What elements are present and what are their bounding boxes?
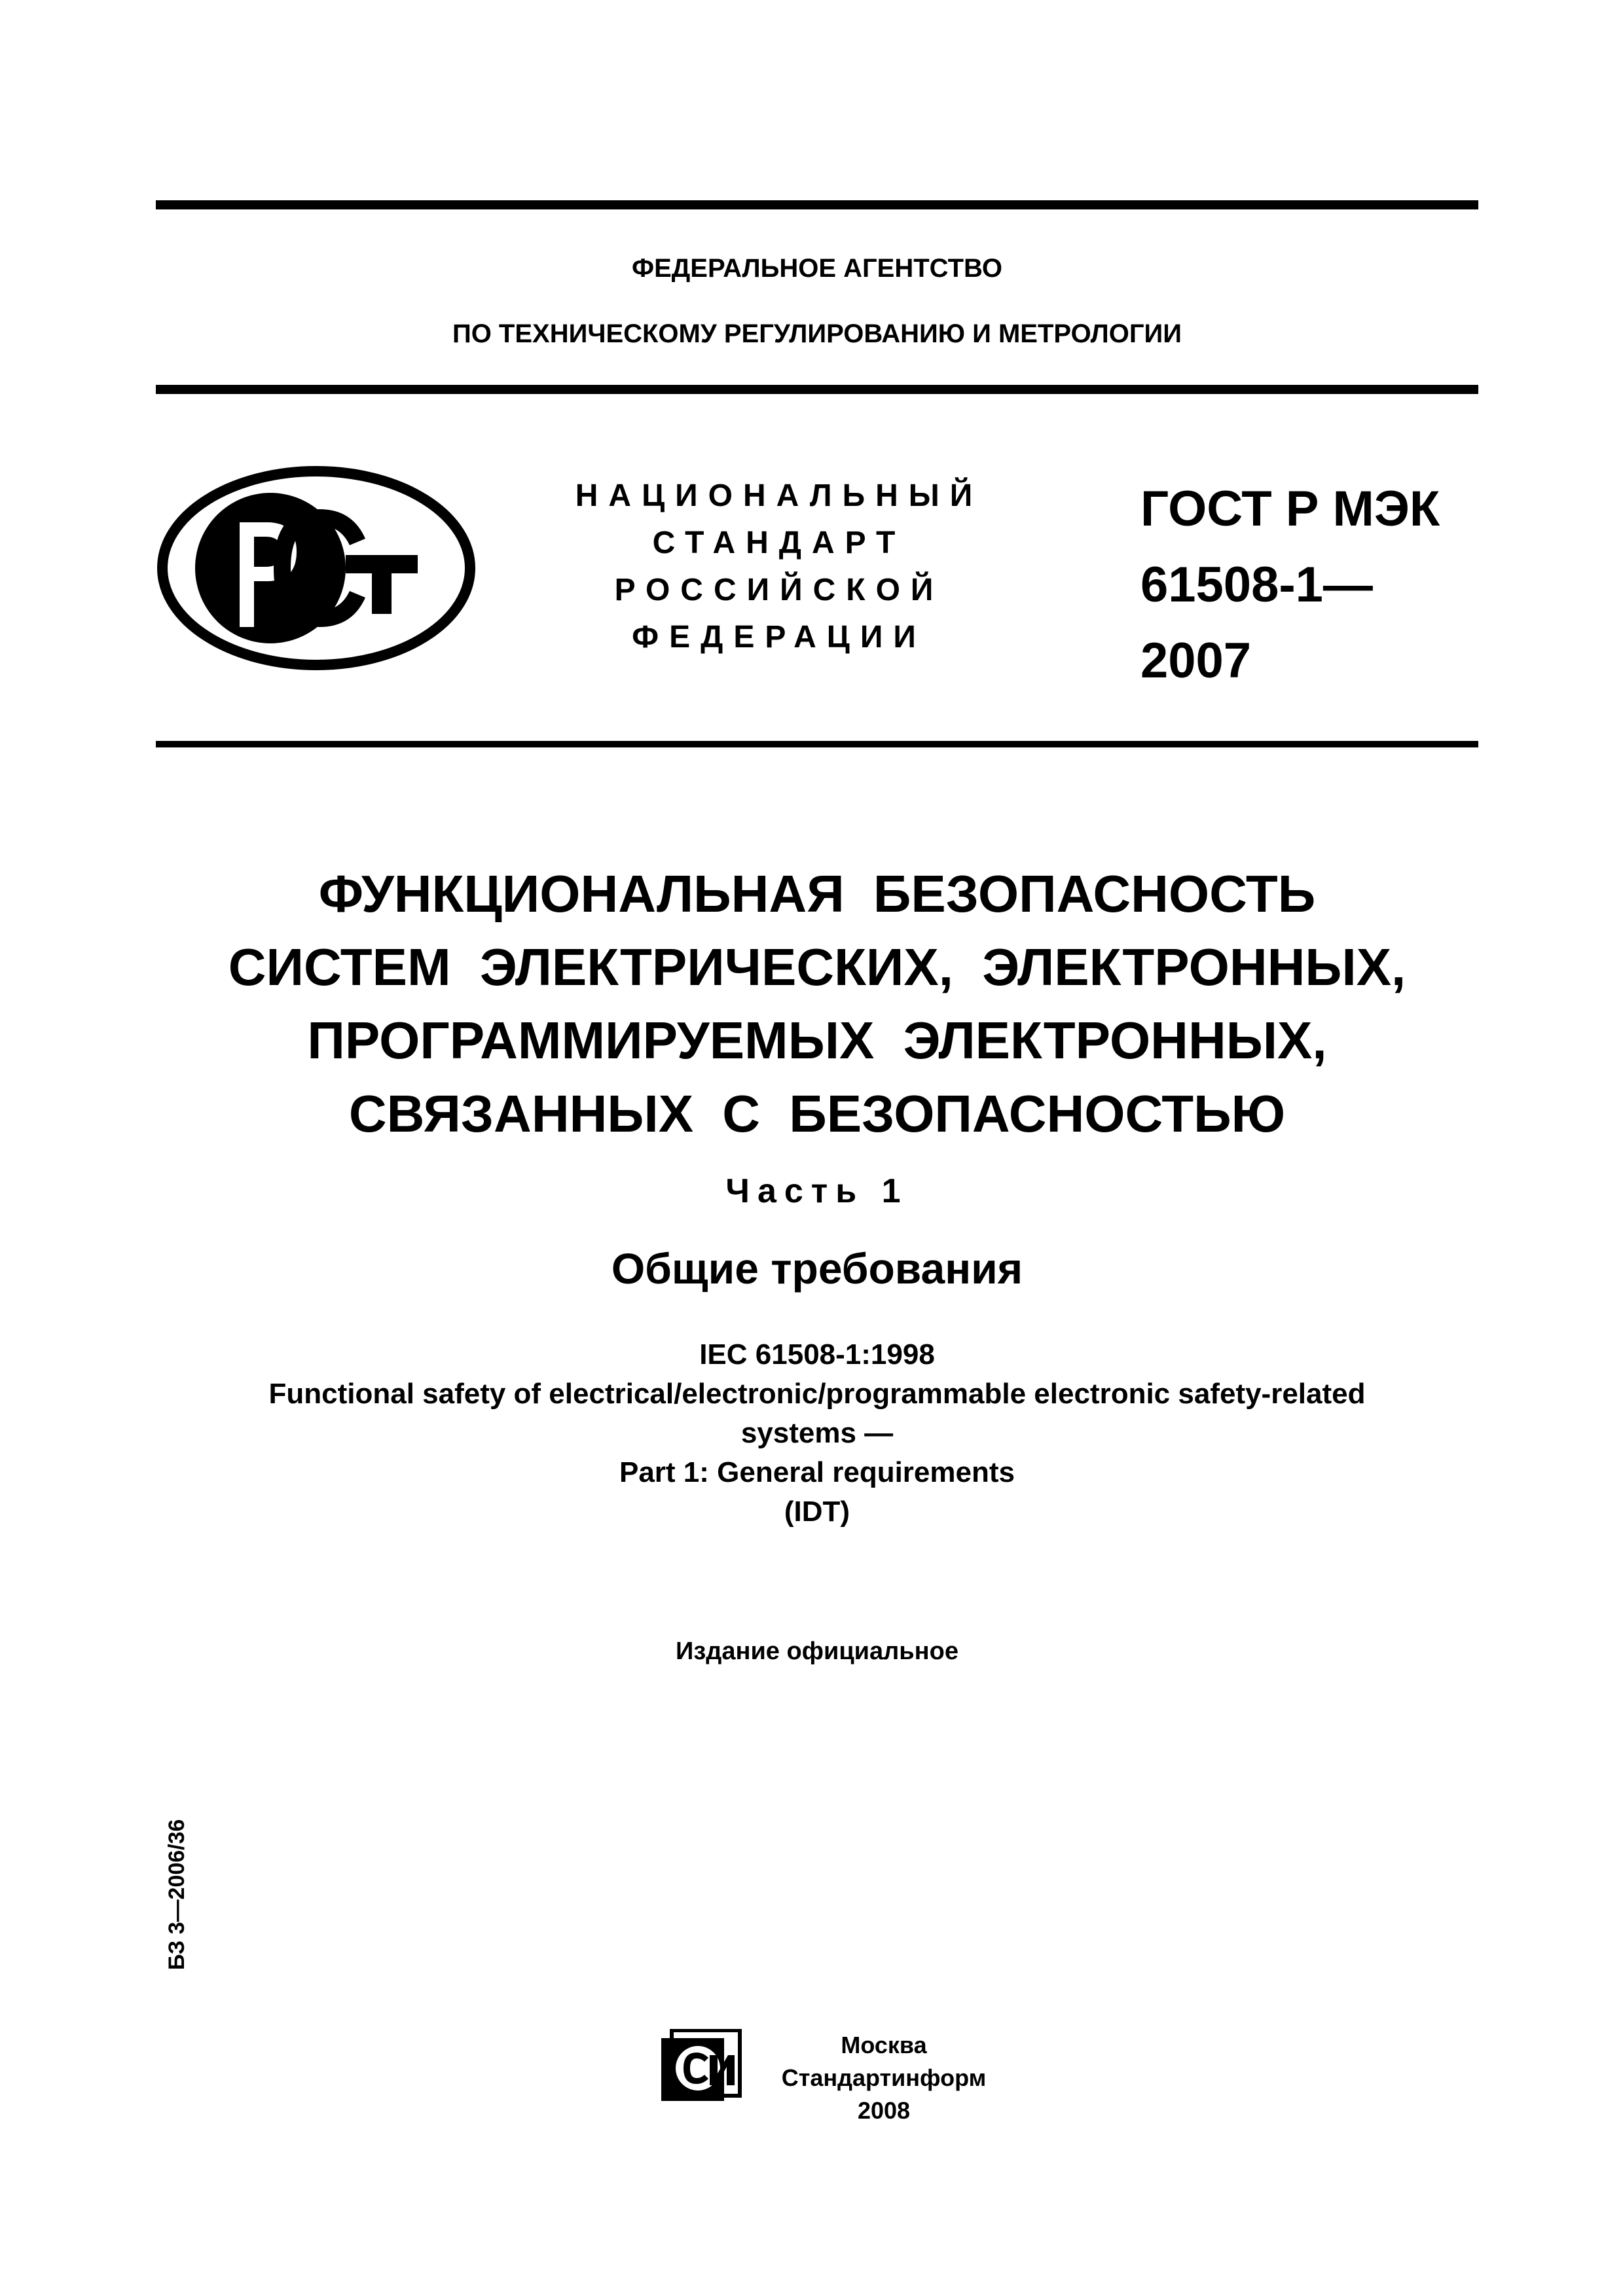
iec-line-1: IEC 61508-1:1998 [699,1338,935,1371]
agency-rule [156,385,1478,394]
publisher-name: Стандартинформ [781,2064,987,2091]
document-subtitle: Общие требования [611,1244,1023,1293]
iec-line-4: Part 1: General requirements [619,1456,1015,1488]
publisher-city: Москва [841,2032,927,2058]
designation-line-1: ГОСТ Р МЭК [1140,481,1440,537]
title-line-4: СВЯЗАННЫХ С БЕЗОПАСНОСТЬЮ [348,1085,1286,1143]
agency-line-2: ПО ТЕХНИЧЕСКОМУ РЕГУЛИРОВАНИЮ И МЕТРОЛОГИИ [452,319,1182,348]
spine-code-text: БЗ 3—2006/36 [164,1819,189,1970]
agency-line-1: ФЕДЕРАЛЬНОЕ АГЕНТСТВО [631,254,1003,283]
national-standard-label [537,473,1021,661]
header-rule [156,741,1478,747]
publisher-year: 2008 [857,2097,911,2124]
standard-designation [1140,471,1507,699]
iec-line-2: Functional safety of electrical/electronic/programmable electronic safety-related [268,1378,1366,1410]
designation-line-2: 61508-1— [1140,557,1373,613]
top-rule [156,200,1478,209]
iec-line-3: systems — [740,1417,894,1449]
title-line-3: ПРОГРАММИРУЕМЫХ ЭЛЕКТРОННЫХ, [307,1011,1327,1069]
national-line-1: НАЦИОНАЛЬНЫЙ [575,478,983,513]
spine-code [157,1767,196,1970]
national-line-2: СТАНДАРТ [652,526,906,560]
iec-line-5: (IDT) [784,1496,850,1528]
standartinform-logo [655,2029,746,2108]
iec-reference [156,1335,1478,1532]
title-line-2: СИСТЕМ ЭЛЕКТРИЧЕСКИХ, ЭЛЕКТРОННЫХ, [228,938,1406,996]
national-line-3: РОССИЙСКОЙ [614,573,944,607]
edition-label: Издание официальное [676,1638,958,1665]
title-line-1: ФУНКЦИОНАЛЬНАЯ БЕЗОПАСНОСТЬ [318,865,1316,923]
rst-mark-logo [156,463,477,673]
national-line-4: ФЕДЕРАЦИИ [632,620,926,655]
designation-line-3: 2007 [1140,633,1252,689]
document-title [156,857,1478,1151]
part-number: Часть 1 [725,1172,909,1210]
publisher-info [766,2029,1002,2127]
